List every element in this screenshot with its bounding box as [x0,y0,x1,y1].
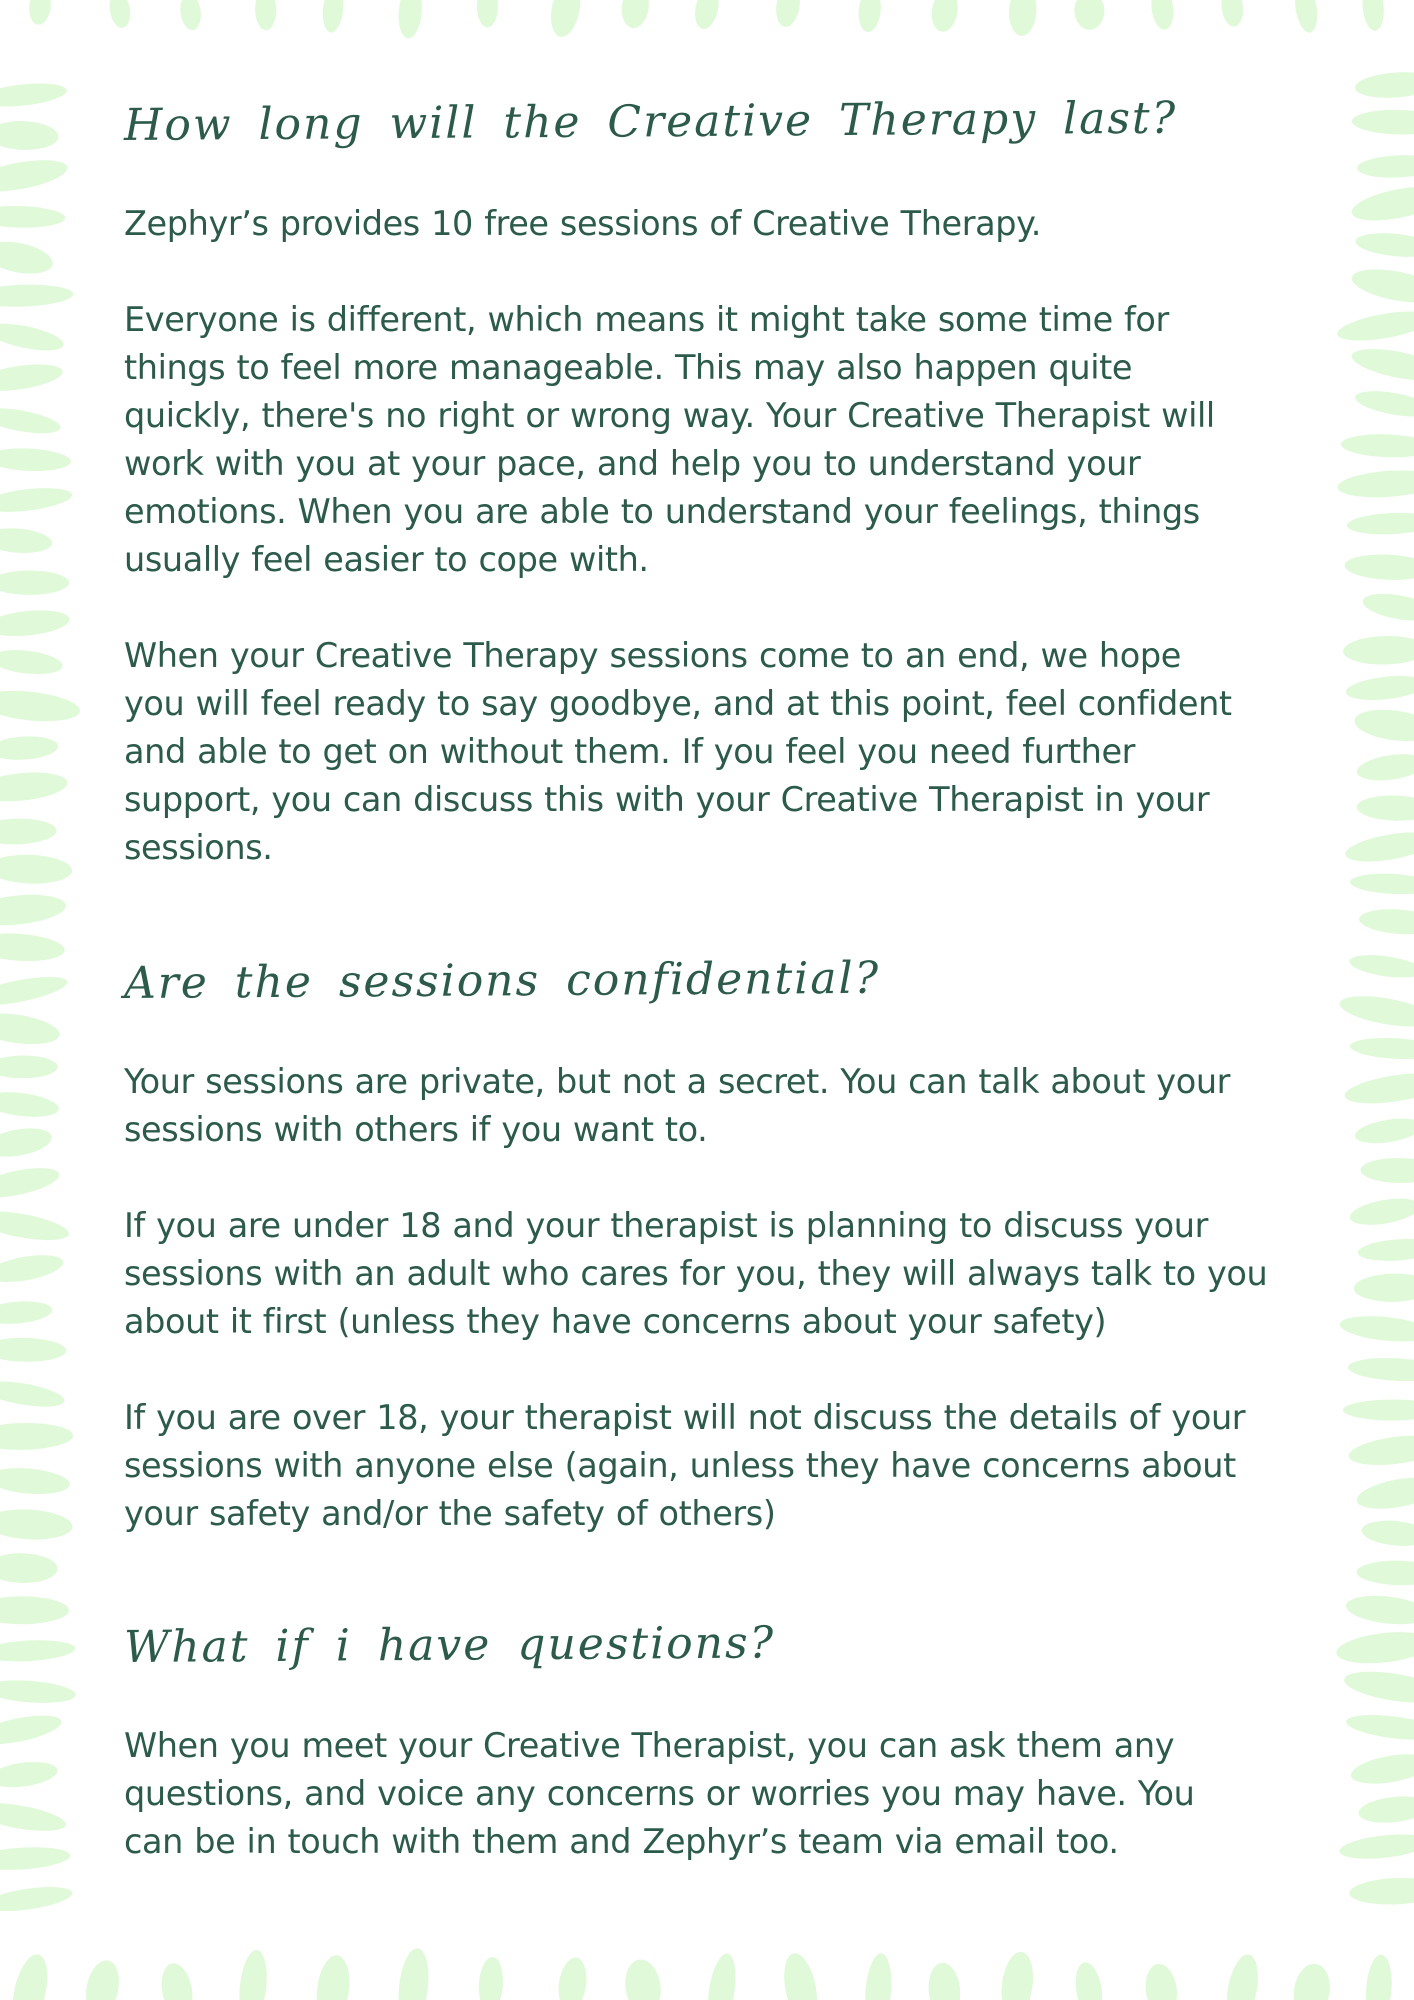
paragraph [124,632,1304,872]
brush-stroke [1335,1628,1414,1668]
brush-stroke [0,283,74,308]
text-line: sessions with anyone else (again, unless they have concerns about [124,1446,1236,1485]
brush-stroke [929,0,961,34]
brush-stroke [1354,1273,1414,1303]
brush-stroke [397,0,424,39]
brush-stroke [1149,0,1176,31]
brush-stroke [1292,0,1321,34]
brush-stroke [1351,109,1414,136]
brush-stroke [1361,589,1414,625]
brush-stroke [1349,872,1414,896]
brush-stroke [0,1009,62,1050]
brush-stroke [0,734,59,761]
brush-stroke [1356,1560,1414,1586]
brush-stroke [0,120,59,151]
paragraph [124,1058,1304,1154]
brush-stroke [1346,511,1414,536]
text-line: If you are under 18 and your therapist is planning to discuss your [124,1206,1208,1245]
text-line: and able to get on without them. If you feel you need further [124,732,1136,771]
brush-stroke [1345,1711,1414,1745]
paragraph [124,296,1304,584]
brush-stroke [1142,1962,1180,2000]
brush-stroke [1349,1036,1414,1061]
brush-stroke [1337,990,1414,1032]
brush-stroke [1347,1356,1414,1383]
brush-stroke [0,1798,68,1837]
text-line: things to feel more manageable. This may also happen quite [124,348,1133,387]
text-line: If you are over 18, your therapist will not discuss the details of your [124,1398,1246,1437]
brush-stroke [0,1507,73,1542]
text-line: quickly, there's no right or wrong way. Your Creative Therapist will [124,396,1215,435]
brush-stroke [6,1951,53,2000]
brush-stroke [0,853,73,885]
text-line: sessions with others if you want to. [124,1110,708,1149]
document-body [123,92,1304,1914]
brush-stroke [622,1957,664,2000]
brush-stroke [1358,907,1414,937]
brush-stroke [0,1882,74,1915]
brush-stroke [0,1638,76,1664]
brush-stroke [0,1206,71,1246]
brush-stroke [0,1552,58,1583]
brush-stroke [1353,386,1414,421]
brush-stroke [1354,230,1414,260]
text-line: Zephyr’s provides 10 free sessions of Creative Therapy. [124,204,1041,243]
brush-stroke [107,0,132,29]
paragraph [124,1722,1304,1866]
brush-stroke [1364,1954,1394,2000]
brush-stroke [619,0,652,30]
brush-stroke [0,403,62,438]
brush-stroke [1072,1960,1106,2000]
brush-stroke [1343,1068,1414,1109]
paragraph [124,1202,1304,1346]
brush-stroke [0,1845,71,1873]
brush-stroke [0,154,70,197]
brush-stroke [998,1950,1037,2000]
brush-stroke [0,687,82,726]
heading-confidentiality: Are the sessions confidential? [123,952,881,1009]
brush-stroke [1335,306,1414,346]
brush-stroke [0,1299,53,1326]
brush-stroke [0,318,66,355]
section-therapy-duration [123,92,1304,872]
brush-stroke [0,1677,76,1705]
text-line: When your Creative Therapy sessions come to an end, we hope [124,636,1181,675]
brush-stroke [1340,433,1414,459]
brush-stroke [0,1055,58,1078]
brush-stroke [1357,1793,1414,1826]
brush-stroke [477,0,498,27]
text-line: emotions. When you are able to understand your feelings, things [124,492,1200,531]
brush-stroke [1343,1399,1414,1420]
brush-stroke [0,360,64,396]
brush-stroke [0,1758,59,1791]
brush-stroke [0,769,69,805]
brush-stroke [313,1953,353,2000]
section-confidentiality [124,954,1304,1538]
brush-stroke [178,0,203,31]
brush-stroke [1337,467,1414,500]
brush-stroke [1345,673,1414,704]
text-line: can be in touch with them and Zephyr’s team via email too. [124,1822,1119,1861]
brush-stroke [157,1961,196,2000]
text-line: your safety and/or the safety of others) [124,1494,776,1533]
brush-stroke [255,0,277,30]
brush-stroke [1354,70,1414,101]
text-line: about it first (unless they have concerns about your safety) [124,1302,1107,1341]
brush-stroke [1222,1952,1263,2000]
brush-stroke [0,891,67,929]
text-line: When you meet your Creative Therapist, you can ask them any [124,1726,1175,1765]
brush-stroke [27,0,53,26]
brush-stroke [1354,1472,1414,1514]
brush-stroke [1353,1114,1414,1147]
heading-questions: What if i have questions? [123,1617,776,1673]
brush-stroke [0,526,53,555]
brush-stroke [1357,1236,1414,1263]
brush-stroke [1361,0,1386,32]
text-line: sessions. [124,828,273,867]
brush-stroke [0,1465,71,1497]
brush-stroke [0,447,71,473]
brush-stroke [0,647,64,678]
brush-stroke [0,205,66,229]
brush-stroke [1348,1194,1414,1230]
brush-stroke [0,570,69,595]
heading-therapy-duration: How long will the Creative Therapy last? [123,92,1178,151]
brush-stroke [1356,794,1414,821]
brush-stroke [81,1957,123,2000]
brush-stroke [857,0,883,33]
brush-stroke [1220,0,1246,28]
brush-stroke [0,1377,66,1412]
brush-stroke [0,1162,62,1203]
text-line: work with you at your pace, and help you to understand your [124,444,1141,483]
text-line: you will feel ready to say goodbye, and at this point, feel confident [124,684,1232,723]
brush-stroke [1074,0,1105,30]
brush-stroke [0,1596,69,1624]
brush-stroke [1353,705,1414,745]
brush-stroke [1349,180,1414,227]
brush-stroke [555,1956,589,2000]
brush-stroke [0,1250,65,1287]
brush-stroke [0,484,73,516]
brush-stroke [1349,1749,1414,1789]
brush-stroke [926,1961,962,2000]
brush-stroke [395,1947,432,2000]
brush-stroke [1344,1592,1414,1628]
brush-stroke [862,1952,894,2000]
brush-stroke [773,0,803,29]
brush-stroke [0,80,68,110]
brush-stroke [779,1950,823,2000]
brush-stroke [1343,635,1414,666]
brush-stroke [0,236,56,279]
brush-stroke [0,931,66,964]
brush-stroke [1008,0,1038,37]
brush-stroke [0,1088,60,1120]
brush-stroke [477,1956,505,2000]
paragraph [124,1394,1304,1538]
brush-stroke [1360,1157,1414,1183]
brush-stroke [1360,1518,1414,1549]
brush-stroke [1348,951,1414,981]
brush-stroke [321,0,346,33]
brush-stroke [236,1949,270,2000]
brush-stroke [1290,1961,1334,2000]
brush-stroke [1357,153,1414,179]
brush-stroke [1347,1431,1414,1470]
brush-stroke [0,1337,67,1362]
brush-stroke [0,1710,64,1750]
brush-stroke [0,818,57,846]
text-line: questions, and voice any concerns or worries you may have. You [124,1774,1195,1813]
text-line: Everyone is different, which means it might take some time for [124,300,1169,339]
brush-stroke [1339,1312,1414,1345]
brush-stroke [1355,750,1414,784]
brush-stroke [1349,263,1414,308]
text-line: usually feel easier to cope with. [124,540,649,579]
brush-stroke [0,1124,54,1162]
brush-stroke [547,0,585,39]
brush-stroke [1344,553,1414,582]
brush-stroke [1349,343,1414,387]
brush-stroke [1342,1666,1414,1708]
brush-stroke [0,971,69,1011]
text-line: sessions with an adult who cares for you, they will always talk to you [124,1254,1268,1293]
section-questions [124,1618,1304,1866]
text-line: support, you can discuss this with your Creative Therapist in your [124,780,1210,819]
brush-stroke [704,1952,740,2000]
text-line: Your sessions are private, but not a secret. You can talk about your [124,1062,1231,1101]
brush-stroke [1343,827,1414,867]
brush-stroke [1338,1831,1414,1863]
brush-stroke [0,1422,74,1451]
paragraph [124,200,1304,248]
brush-stroke [692,0,723,31]
brush-stroke [1349,1876,1414,1906]
brush-stroke [0,607,71,640]
